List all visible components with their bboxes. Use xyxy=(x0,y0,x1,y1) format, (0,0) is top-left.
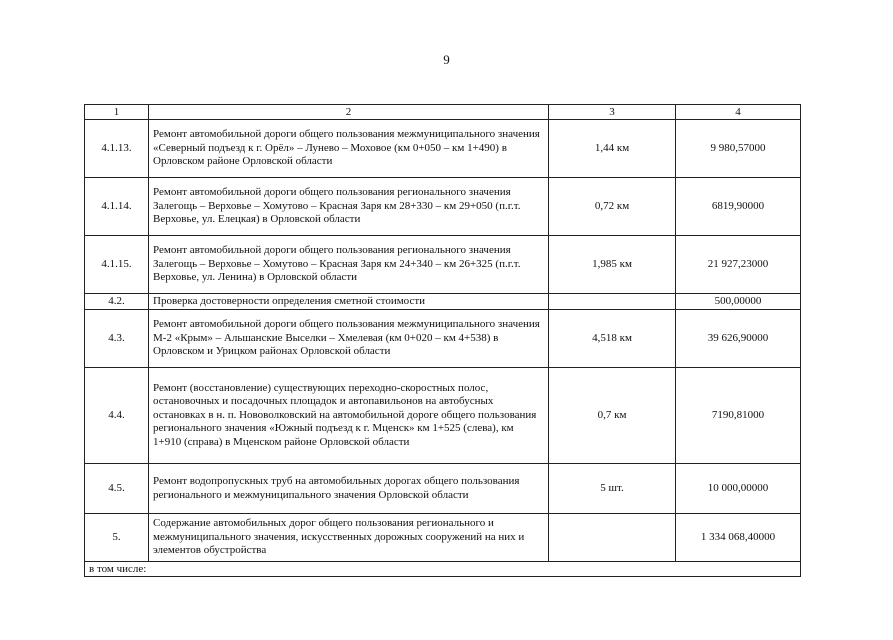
item-amount: 7190,81000 xyxy=(676,368,801,464)
item-number: 4.1.13. xyxy=(85,120,149,178)
table-row xyxy=(85,368,801,464)
item-number: 4.1.14. xyxy=(85,178,149,236)
item-description: Ремонт автомобильной дороги общего пользования регионального значения Залегощь – Верховье – Хомутово – Красная Заря км 28+330 – км 29+050 (п.г.т. Верховье, ул. Елецкая) в Орловской области xyxy=(149,178,549,236)
item-number: 4.5. xyxy=(85,464,149,514)
item-number: 4.2. xyxy=(85,294,149,310)
table-row xyxy=(85,310,801,368)
item-amount: 9 980,57000 xyxy=(676,120,801,178)
column-header: 1 xyxy=(85,105,149,120)
table-row xyxy=(85,514,801,562)
item-amount: 21 927,23000 xyxy=(676,236,801,294)
column-header: 4 xyxy=(676,105,801,120)
item-quantity: 0,72 км xyxy=(549,178,676,236)
item-quantity: 0,7 км xyxy=(549,368,676,464)
item-quantity xyxy=(549,294,676,310)
item-description: Ремонт автомобильной дороги общего пользования межмуниципального значения «Северный подъезд к г. Орёл» – Лунево – Моховое (км 0+050 – км 1+490) в Орловском районе Орловской области xyxy=(149,120,549,178)
item-description: Ремонт водопропускных труб на автомобильных дорогах общего пользования регионального и межмуниципального значения Орловской области xyxy=(149,464,549,514)
table-row xyxy=(85,464,801,514)
item-quantity: 1,985 км xyxy=(549,236,676,294)
item-quantity: 4,518 км xyxy=(549,310,676,368)
table-row xyxy=(85,236,801,294)
subtotal-label: в том числе: xyxy=(85,562,801,577)
works-table xyxy=(84,104,801,577)
column-header: 2 xyxy=(149,105,549,120)
item-number: 4.1.15. xyxy=(85,236,149,294)
column-header: 3 xyxy=(549,105,676,120)
item-description: Содержание автомобильных дорог общего пользования регионального и межмуниципального значения, искусственных дорожных сооружений на них и элементов обустройства xyxy=(149,514,549,562)
item-quantity: 1,44 км xyxy=(549,120,676,178)
item-amount: 500,00000 xyxy=(676,294,801,310)
item-quantity: 5 шт. xyxy=(549,464,676,514)
item-description: Ремонт автомобильной дороги общего пользования межмуниципального значения М-2 «Крым» – Альшанские Выселки – Хмелевая (км 0+020 – км 4+538) в Орловском и Урицком районах Орловской области xyxy=(149,310,549,368)
item-amount: 1 334 068,40000 xyxy=(676,514,801,562)
item-number: 4.4. xyxy=(85,368,149,464)
item-description: Ремонт (восстановление) существующих переходно-скоростных полос, остановочных и посадочных площадок и автопавильонов на автобусных остановках в н. п. Нововолковский на автомобильной дороге общего пользования регионального значения «Южный подъезд к г. Мценск» км 1+525 (слева), км 1+910 (справа) в Мценском районе Орловской области xyxy=(149,368,549,464)
table-subtotal-row xyxy=(85,562,801,577)
table-row xyxy=(85,178,801,236)
item-amount: 39 626,90000 xyxy=(676,310,801,368)
item-description: Проверка достоверности определения сметной стоимости xyxy=(149,294,549,310)
table-row xyxy=(85,294,801,310)
item-amount: 6819,90000 xyxy=(676,178,801,236)
table-row xyxy=(85,120,801,178)
item-number: 4.3. xyxy=(85,310,149,368)
page-number: 9 xyxy=(443,52,450,67)
item-description: Ремонт автомобильной дороги общего пользования регионального значения Залегощь – Верховье – Хомутово – Красная Заря км 24+340 – км 26+325 (п.г.т. Верховье, ул. Ленина) в Орловской области xyxy=(149,236,549,294)
item-amount: 10 000,00000 xyxy=(676,464,801,514)
item-number: 5. xyxy=(85,514,149,562)
table-header-row xyxy=(85,105,801,120)
item-quantity xyxy=(549,514,676,562)
